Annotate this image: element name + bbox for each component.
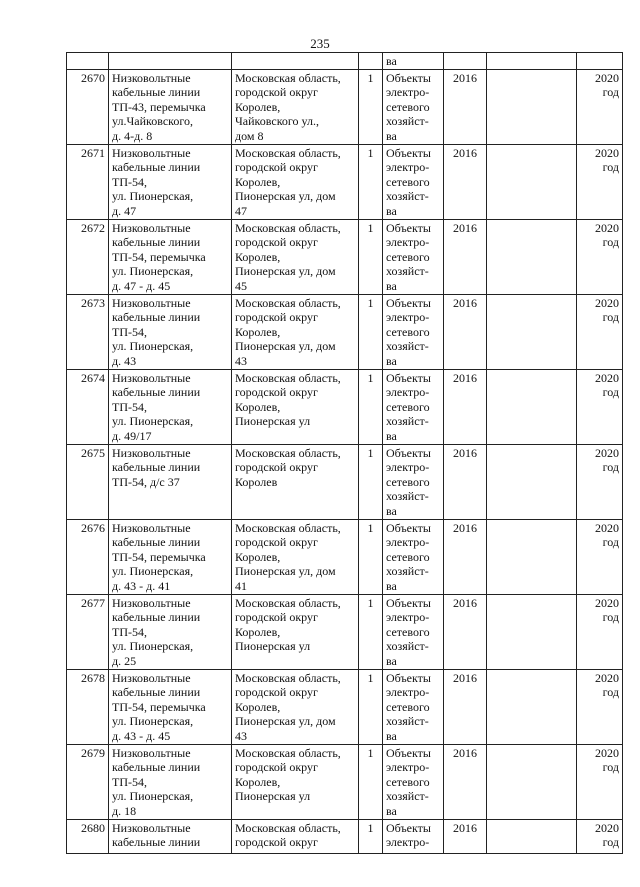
cell-done: 2020 год [577, 819, 623, 853]
cell-address: Московская область, городской округ Королев, Пионерская ул, дом 43 [232, 294, 359, 369]
cell-year: 2016 [444, 744, 487, 819]
cell-qty: 1 [359, 594, 383, 669]
cell-name [109, 53, 232, 70]
cell-type: Объекты электро- сетевого хозяйст- ва [383, 144, 444, 219]
cell-address: Московская область, городской округ Королев, Пионерская ул, дом 41 [232, 519, 359, 594]
cell-num: 2680 [67, 819, 109, 853]
cell-year: 2016 [444, 369, 487, 444]
cell-empty [487, 294, 577, 369]
cell-type: Объекты электро- сетевого хозяйст- ва [383, 594, 444, 669]
cell-num: 2679 [67, 744, 109, 819]
table-body [67, 53, 623, 854]
registry-table [66, 52, 623, 854]
cell-done: 2020 год [577, 144, 623, 219]
cell-address: Московская область, городской округ Королев [232, 444, 359, 519]
cell-year: 2016 [444, 594, 487, 669]
table-row [67, 369, 623, 444]
table-row [67, 594, 623, 669]
cell-empty [487, 819, 577, 853]
table-row [67, 444, 623, 519]
cell-year: 2016 [444, 669, 487, 744]
cell-num: 2678 [67, 669, 109, 744]
cell-type: Объекты электро- сетевого хозяйст- ва [383, 744, 444, 819]
cell-name: Низковольтные кабельные линии ТП-54, перемычка ул. Пионерская, д. 43 - д. 41 [109, 519, 232, 594]
cell-year: 2016 [444, 519, 487, 594]
cell-empty [487, 69, 577, 144]
cell-type: Объекты электро- сетевого хозяйст- ва [383, 294, 444, 369]
cell-done: 2020 год [577, 594, 623, 669]
cell-address: Московская область, городской округ Королев, Пионерская ул, дом 43 [232, 669, 359, 744]
cell-empty [487, 144, 577, 219]
cell-name: Низковольтные кабельные линии [109, 819, 232, 853]
cell-type: Объекты электро- сетевого хозяйст- ва [383, 669, 444, 744]
cell-done [577, 53, 623, 70]
table-row [67, 69, 623, 144]
cell-address: Московская область, городской округ [232, 819, 359, 853]
cell-qty [359, 53, 383, 70]
cell-num: 2672 [67, 219, 109, 294]
cell-name: Низковольтные кабельные линии ТП-54, ул. Пионерская, д. 18 [109, 744, 232, 819]
cell-name: Низковольтные кабельные линии ТП-43, перемычка ул.Чайковского, д. 4-д. 8 [109, 69, 232, 144]
cell-address: Московская область, городской округ Королев, Пионерская ул [232, 744, 359, 819]
cell-qty: 1 [359, 369, 383, 444]
cell-empty [487, 219, 577, 294]
cell-empty [487, 444, 577, 519]
page-number: 235 [310, 36, 330, 51]
cell-address: Московская область, городской округ Королев, Пионерская ул [232, 369, 359, 444]
cell-year: 2016 [444, 144, 487, 219]
cell-year: 2016 [444, 69, 487, 144]
table-row [67, 144, 623, 219]
cell-done: 2020 год [577, 519, 623, 594]
cell-address: Московская область, городской округ Королев, Пионерская ул, дом 45 [232, 219, 359, 294]
cell-num: 2677 [67, 594, 109, 669]
cell-type: Объекты электро- сетевого хозяйст- ва [383, 519, 444, 594]
table-row [67, 519, 623, 594]
cell-type: Объекты электро- сетевого хозяйст- ва [383, 219, 444, 294]
cell-name: Низковольтные кабельные линии ТП-54, перемычка ул. Пионерская, д. 43 - д. 45 [109, 669, 232, 744]
cell-done: 2020 год [577, 69, 623, 144]
cell-address: Московская область, городской округ Королев, Пионерская ул [232, 594, 359, 669]
cell-num: 2673 [67, 294, 109, 369]
table-row [67, 294, 623, 369]
cell-name: Низковольтные кабельные линии ТП-54, перемычка ул. Пионерская, д. 47 - д. 45 [109, 219, 232, 294]
cell-year: 2016 [444, 294, 487, 369]
cell-empty [487, 669, 577, 744]
cell-type: Объекты электро- сетевого хозяйст- ва [383, 69, 444, 144]
cell-empty [487, 369, 577, 444]
cell-num: 2670 [67, 69, 109, 144]
cell-done: 2020 год [577, 219, 623, 294]
cell-empty [487, 594, 577, 669]
cell-type: Объекты электро- сетевого хозяйст- ва [383, 369, 444, 444]
cell-done: 2020 год [577, 744, 623, 819]
cell-qty: 1 [359, 819, 383, 853]
cell-num [67, 53, 109, 70]
cell-name: Низковольтные кабельные линии ТП-54, ул. Пионерская, д. 25 [109, 594, 232, 669]
cell-num: 2676 [67, 519, 109, 594]
cell-num: 2674 [67, 369, 109, 444]
cell-qty: 1 [359, 69, 383, 144]
cell-type: Объекты электро- сетевого хозяйст- ва [383, 444, 444, 519]
table-row [67, 744, 623, 819]
cell-name: Низковольтные кабельные линии ТП-54, ул. Пионерская, д. 47 [109, 144, 232, 219]
cell-done: 2020 год [577, 669, 623, 744]
cell-num: 2671 [67, 144, 109, 219]
cell-year [444, 53, 487, 70]
cell-name: Низковольтные кабельные линии ТП-54, ул. Пионерская, д. 43 [109, 294, 232, 369]
cell-qty: 1 [359, 669, 383, 744]
table-row [67, 819, 623, 853]
table-row [67, 669, 623, 744]
cell-qty: 1 [359, 444, 383, 519]
cell-qty: 1 [359, 744, 383, 819]
cell-done: 2020 год [577, 294, 623, 369]
cell-qty: 1 [359, 519, 383, 594]
cell-done: 2020 год [577, 444, 623, 519]
continued-row [67, 53, 623, 70]
cell-done: 2020 год [577, 369, 623, 444]
cell-qty: 1 [359, 144, 383, 219]
cell-year: 2016 [444, 819, 487, 853]
cell-empty [487, 744, 577, 819]
cell-address: Московская область, городской округ Королев, Чайковского ул., дом 8 [232, 69, 359, 144]
cell-qty: 1 [359, 219, 383, 294]
cell-address [232, 53, 359, 70]
cell-qty: 1 [359, 294, 383, 369]
cell-empty [487, 519, 577, 594]
cell-type: Объекты электро- [383, 819, 444, 853]
cell-year: 2016 [444, 444, 487, 519]
cell-num: 2675 [67, 444, 109, 519]
cell-address: Московская область, городской округ Королев, Пионерская ул, дом 47 [232, 144, 359, 219]
table-row [67, 219, 623, 294]
cell-name: Низковольтные кабельные линии ТП-54, ул. Пионерская, д. 49/17 [109, 369, 232, 444]
cell-type: ва [383, 53, 444, 70]
cell-year: 2016 [444, 219, 487, 294]
cell-name: Низковольтные кабельные линии ТП-54, д/с 37 [109, 444, 232, 519]
cell-empty [487, 53, 577, 70]
